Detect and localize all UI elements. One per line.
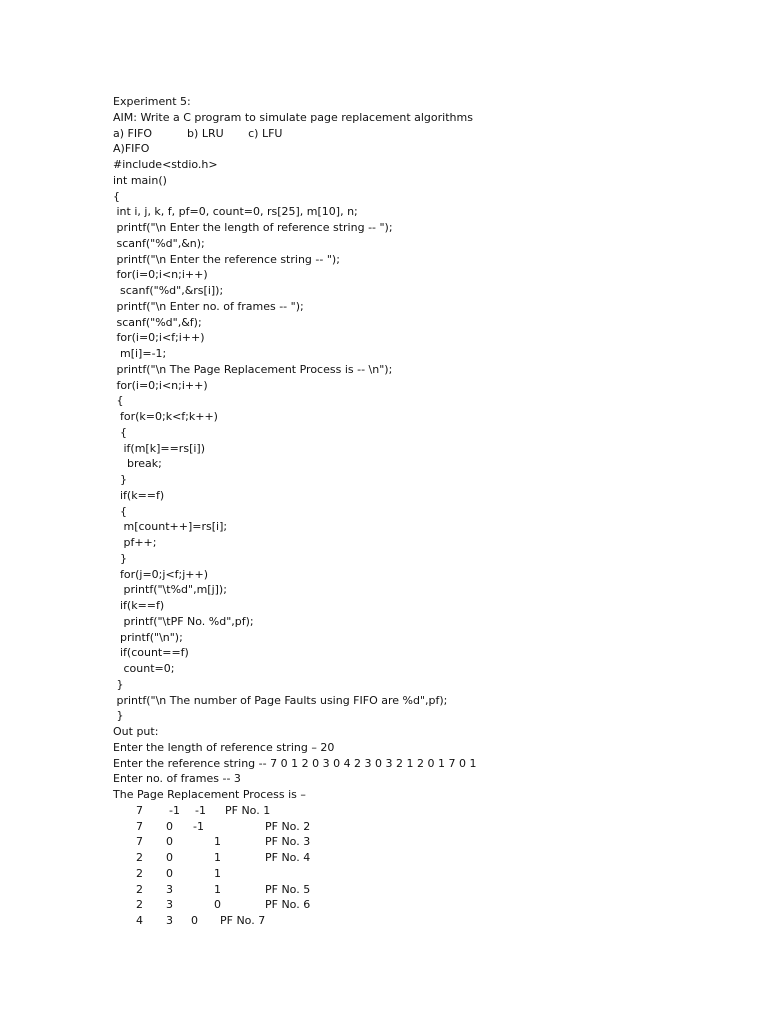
- text-line: for(j=0;j<f;j++): [113, 567, 209, 581]
- frame-value: -1: [195, 803, 206, 817]
- text-line: m[i]=-1;: [113, 347, 167, 360]
- page-fault-label: PF No. 6: [265, 898, 311, 912]
- text-line: {: [113, 394, 124, 408]
- text-line: if(count==f): [113, 646, 189, 660]
- frame-value: 3: [166, 914, 173, 927]
- text-line: The Page Replacement Process is –: [113, 788, 306, 801]
- page-fault-label: PF No. 4: [265, 851, 311, 864]
- frame-value: 0: [166, 866, 173, 880]
- text-line: pf++;: [113, 536, 157, 549]
- frame-value: 1: [214, 835, 221, 849]
- text-line: {: [113, 189, 120, 203]
- frame-value: 0: [214, 898, 221, 912]
- frame-value: 1: [214, 882, 221, 896]
- text-line: break;: [113, 457, 162, 471]
- text-line: }: [113, 551, 127, 565]
- text-line: printf("\n");: [113, 630, 183, 644]
- page-fault-label: PF No. 5: [265, 882, 311, 896]
- text-line: Out put:: [113, 725, 159, 738]
- text-line: #include<stdio.h>: [113, 158, 218, 171]
- frame-value: 7: [136, 819, 143, 833]
- frame-value: 7: [136, 803, 143, 817]
- text-line: Enter no. of frames -- 3: [113, 772, 241, 786]
- text-line: }: [113, 677, 124, 691]
- text-line: Experiment 5:: [113, 95, 191, 108]
- text-line: if(k==f): [113, 599, 165, 612]
- text-line: Enter the reference string -- 7 0 1 2 0 3 0 4 2 3 0 3 2 1 2 0 1 7 0 1: [113, 756, 477, 770]
- frame-value: 0: [166, 851, 173, 864]
- text-line: {: [113, 504, 127, 518]
- frame-value: 0: [191, 914, 198, 927]
- text-line: printf("\n Enter the reference string -- ");: [113, 252, 340, 266]
- text-line: if(m[k]==rs[i]): [113, 441, 205, 455]
- text-line: }: [113, 709, 124, 723]
- text-line: count=0;: [113, 662, 175, 675]
- text-line: printf("\n Enter the length of reference string -- ");: [113, 221, 393, 234]
- page-fault-label: PF No. 2: [265, 819, 311, 833]
- text-line: Enter the length of reference string – 20: [113, 740, 335, 754]
- page-fault-label: PF No. 3: [265, 835, 311, 849]
- text-line: }: [113, 473, 127, 486]
- text-line: scanf("%d",&f);: [113, 315, 202, 329]
- page-fault-label: PF No. 1: [225, 803, 271, 817]
- text-line: printf("\n The number of Page Faults using FIFO are %d",pf);: [113, 693, 448, 707]
- text-line: printf("\n The Page Replacement Process is -- \n");: [113, 362, 393, 376]
- page-fault-label: PF No. 7: [220, 914, 266, 927]
- frame-value: 0: [166, 819, 173, 833]
- text-line: printf("\t%d",m[j]);: [113, 583, 227, 597]
- text-line: printf("\n Enter no. of frames -- ");: [113, 299, 304, 313]
- frame-value: -1: [193, 819, 204, 833]
- text-line: if(k==f): [113, 488, 165, 502]
- text-line: m[count++]=rs[i];: [113, 520, 228, 534]
- text-line: scanf("%d",&rs[i]);: [113, 284, 224, 297]
- text-line: for(i=0;i<n;i++): [113, 378, 208, 392]
- frame-value: 0: [166, 835, 173, 849]
- frame-value: 2: [136, 882, 143, 896]
- frame-value: -1: [169, 803, 180, 817]
- frame-value: 2: [136, 866, 143, 880]
- frame-value: 7: [136, 835, 143, 849]
- text-line: printf("\tPF No. %d",pf);: [113, 614, 254, 628]
- frame-value: 1: [214, 851, 221, 864]
- text-line: scanf("%d",&n);: [113, 236, 205, 250]
- frame-value: 3: [166, 898, 173, 912]
- frame-value: 2: [136, 851, 143, 864]
- frame-value: 3: [166, 882, 173, 896]
- text-line: for(k=0;k<f;k++): [113, 410, 218, 423]
- frame-value: 1: [214, 866, 221, 880]
- frame-value: 2: [136, 898, 143, 912]
- text-line: int main(): [113, 173, 167, 187]
- text-line: int i, j, k, f, pf=0, count=0, rs[25], m[10], n;: [113, 205, 358, 219]
- text-line: for(i=0;i<n;i++): [113, 268, 208, 282]
- text-line: AIM: Write a C program to simulate page replacement algorithms: [113, 110, 473, 124]
- text-line: A)FIFO: [113, 142, 150, 156]
- text-line: for(i=0;i<f;i++): [113, 331, 205, 345]
- frame-value: 4: [136, 914, 143, 927]
- text-line: {: [113, 425, 127, 439]
- text-line: a) FIFO b) LRU c) LFU: [113, 126, 283, 140]
